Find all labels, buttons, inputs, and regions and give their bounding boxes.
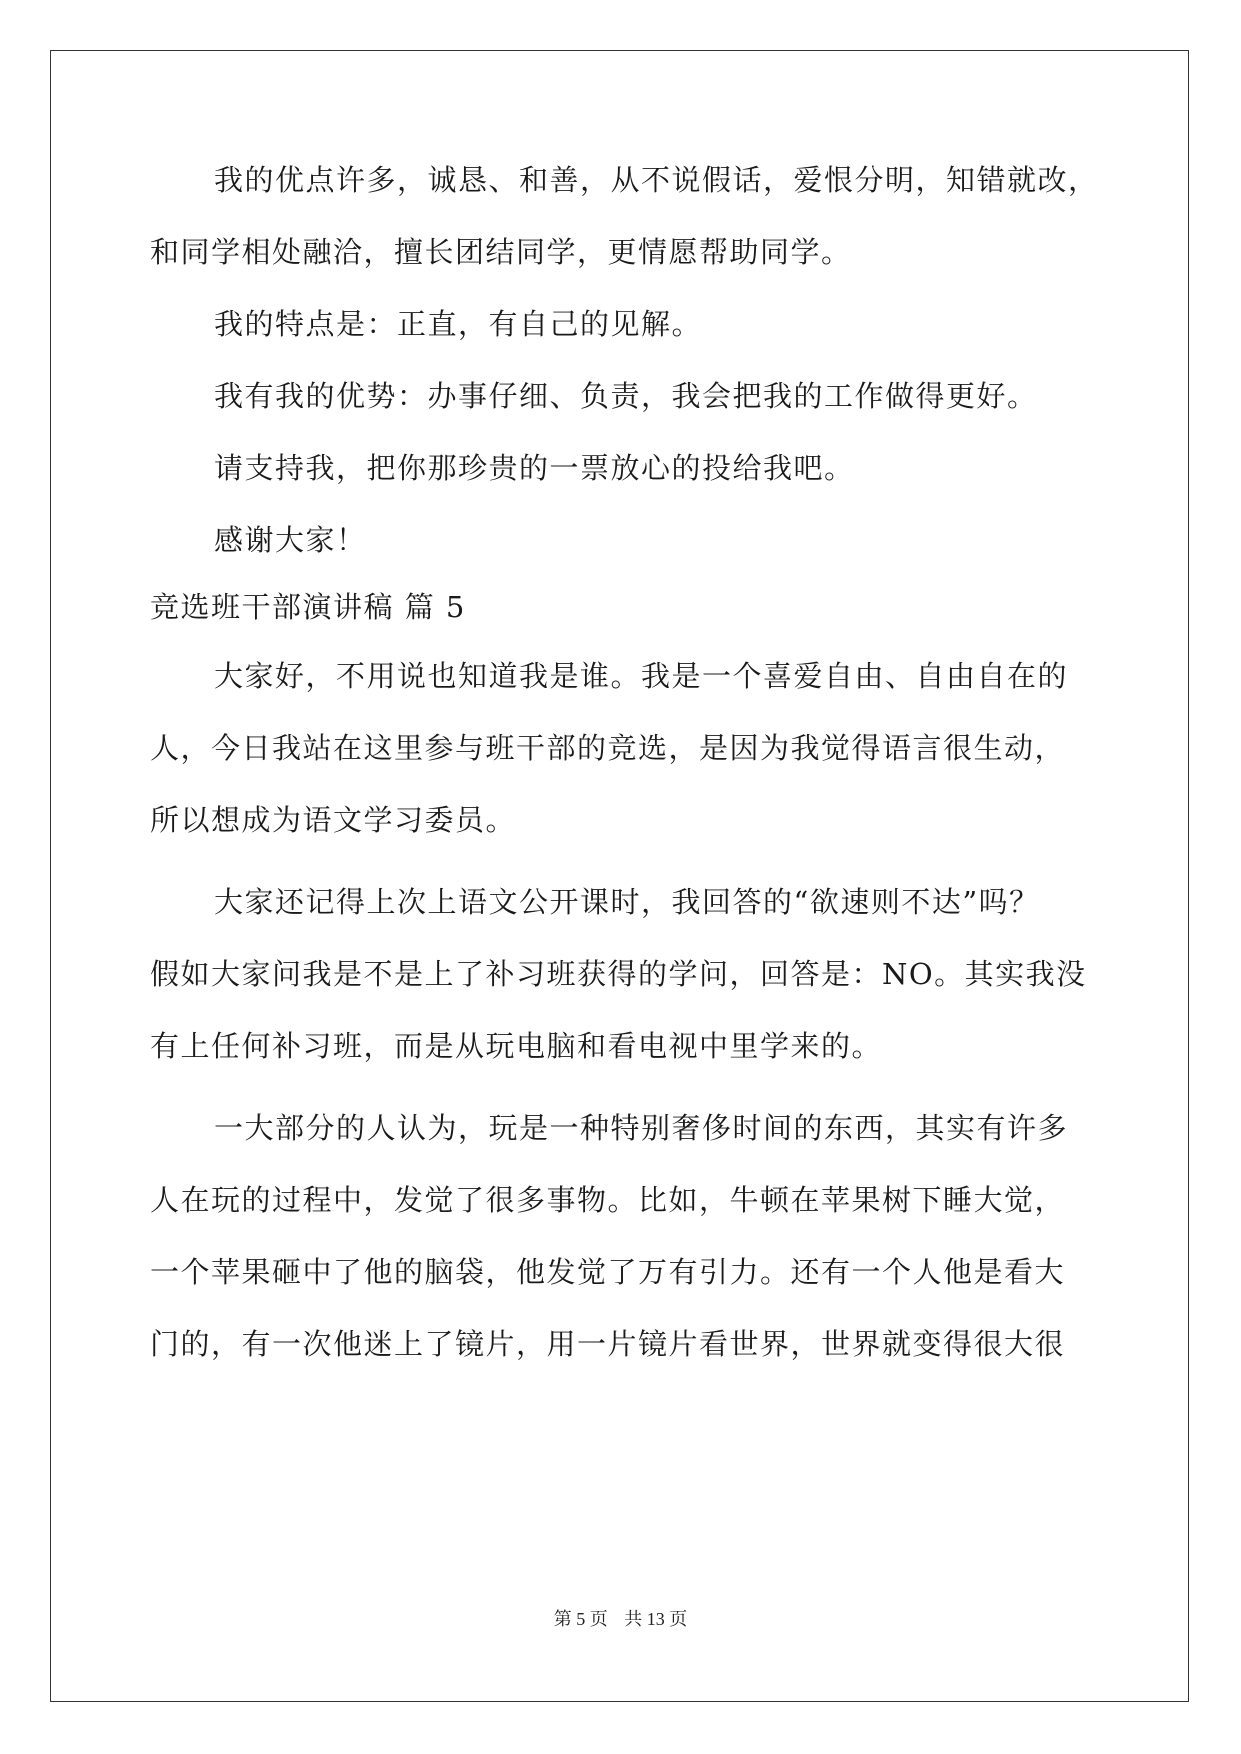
page-total: 共 13 页: [624, 1609, 688, 1629]
paragraph-line: 和同学相处融洽，擅长团结同学，更情愿帮助同学。: [150, 235, 852, 269]
page-number: 第 5 页: [553, 1609, 608, 1629]
section-heading: 竞选班干部演讲稿 篇 5: [150, 590, 466, 624]
page-border: [50, 50, 1189, 1702]
page-footer: [0, 1605, 1241, 1631]
paragraph-line: 假如大家问我是不是上了补习班获得的学问，回答是：NO。其实我没: [150, 957, 1087, 991]
paragraph-line: 一大部分的人认为，玩是一种特别奢侈时间的东西，其实有许多: [214, 1111, 1069, 1145]
paragraph-line: 请支持我，把你那珍贵的一票放心的投给我吧。: [214, 451, 855, 485]
paragraph-line: 大家还记得上次上语文公开课时，我回答的“欲速则不达”吗？: [214, 885, 1040, 919]
paragraph-line: 人在玩的过程中，发觉了很多事物。比如，牛顿在苹果树下睡大觉，: [150, 1183, 1066, 1217]
paragraph-line: 有上任何补习班，而是从玩电脑和看电视中里学来的。: [150, 1029, 883, 1063]
paragraph-line: 感谢大家！: [214, 523, 367, 557]
paragraph-line: 一个苹果砸中了他的脑袋，他发觉了万有引力。还有一个人他是看大: [150, 1255, 1066, 1289]
paragraph-line: 门的，有一次他迷上了镜片，用一片镜片看世界，世界就变得很大很: [150, 1327, 1066, 1361]
paragraph-line: 大家好，不用说也知道我是谁。我是一个喜爱自由、自由自在的: [214, 659, 1069, 693]
paragraph-line: 我的优点许多，诚恳、和善，从不说假话，爱恨分明，知错就改，: [214, 163, 1099, 197]
paragraph-line: 我有我的优势：办事仔细、负责，我会把我的工作做得更好。: [214, 379, 1038, 413]
paragraph-line: 人，今日我站在这里参与班干部的竞选，是因为我觉得语言很生动，: [150, 731, 1066, 765]
paragraph-line: 所以想成为语文学习委员。: [150, 803, 517, 837]
paragraph-line: 我的特点是：正直，有自己的见解。: [214, 307, 703, 341]
